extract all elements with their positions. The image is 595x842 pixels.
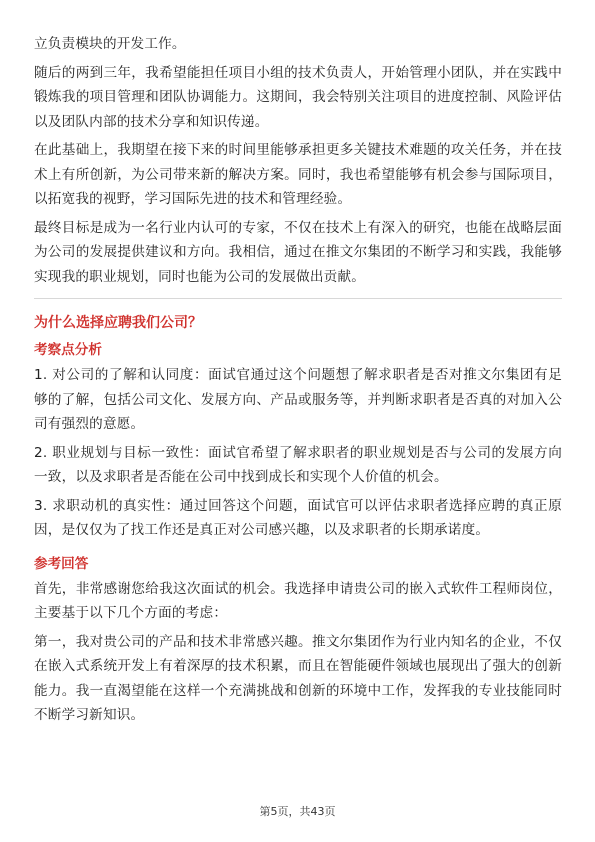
paragraph: 随后的两到三年，我希望能担任项目小组的技术负责人，开始管理小团队，并在实践中锻炼我的项目管理和团队协调能力。这期间，我会特别关注项目的进度控制、风险评估以及团队内部的技术分享和知识传递。 bbox=[34, 64, 562, 130]
answer-heading: 参考回答 bbox=[34, 555, 89, 572]
question-heading: 为什么选择应聘我们公司？ bbox=[34, 315, 202, 331]
section-divider bbox=[34, 298, 562, 299]
page-number: 第5页，共43页 bbox=[259, 805, 336, 818]
paragraph: 立负责模块的开发工作。 bbox=[34, 36, 186, 52]
analysis-item: 1. 对公司的了解和认同度：面试官通过这个问题想了解求职者是否对推文尔集团有足够的了解，包括公司文化、发展方向、产品或服务等，并判断求职者是否真的对加入公司有强烈的意愿。 bbox=[34, 367, 562, 432]
analysis-heading: 考察点分析 bbox=[34, 342, 102, 358]
paragraph: 最终目标是成为一名行业内认可的专家，不仅在技术上有深入的研究，也能在战略层面为公司的发展提供建议和方向。我相信，通过在推文尔集团的不断学习和实践，我能够实现我的职业规划，同时也能为公司的发展做出贡献。 bbox=[34, 219, 562, 285]
analysis-item: 2. 职业规划与目标一致性：面试官希望了解求职者的职业规划是否与公司的发展方向一致，以及求职者是否能在公司中找到成长和实现个人价值的机会。 bbox=[34, 444, 562, 485]
answer-paragraph: 第一，我对贵公司的产品和技术非常感兴趣。推文尔集团作为行业内知名的企业，不仅在嵌入式系统开发上有着深厚的技术积累，而且在智能硬件领域也展现出了强大的创新能力。我一直渴望能在这样一个充满挑战和创新的环境中工作，发挥我的专业技能同时不断学习新知识。 bbox=[34, 633, 562, 723]
page-content bbox=[34, 32, 562, 732]
paragraph: 在此基础上，我期望在接下来的时间里能够承担更多关键技术难题的攻关任务，并在技术上有所创新，为公司带来新的解决方案。同时，我也希望能够有机会参与国际项目，以拓宽我的视野，学习国际先进的技术和管理经验。 bbox=[34, 142, 562, 207]
analysis-item: 3. 求职动机的真实性：通过回答这个问题，面试官可以评估求职者选择应聘的真正原因，是仅仅为了找工作还是真正对公司感兴趣，以及求职者的长期承诺度。 bbox=[34, 497, 562, 538]
answer-paragraph: 首先，非常感谢您给我这次面试的机会。我选择申请贵公司的嵌入式软件工程师岗位，主要基于以下几个方面的考虑： bbox=[34, 580, 562, 621]
